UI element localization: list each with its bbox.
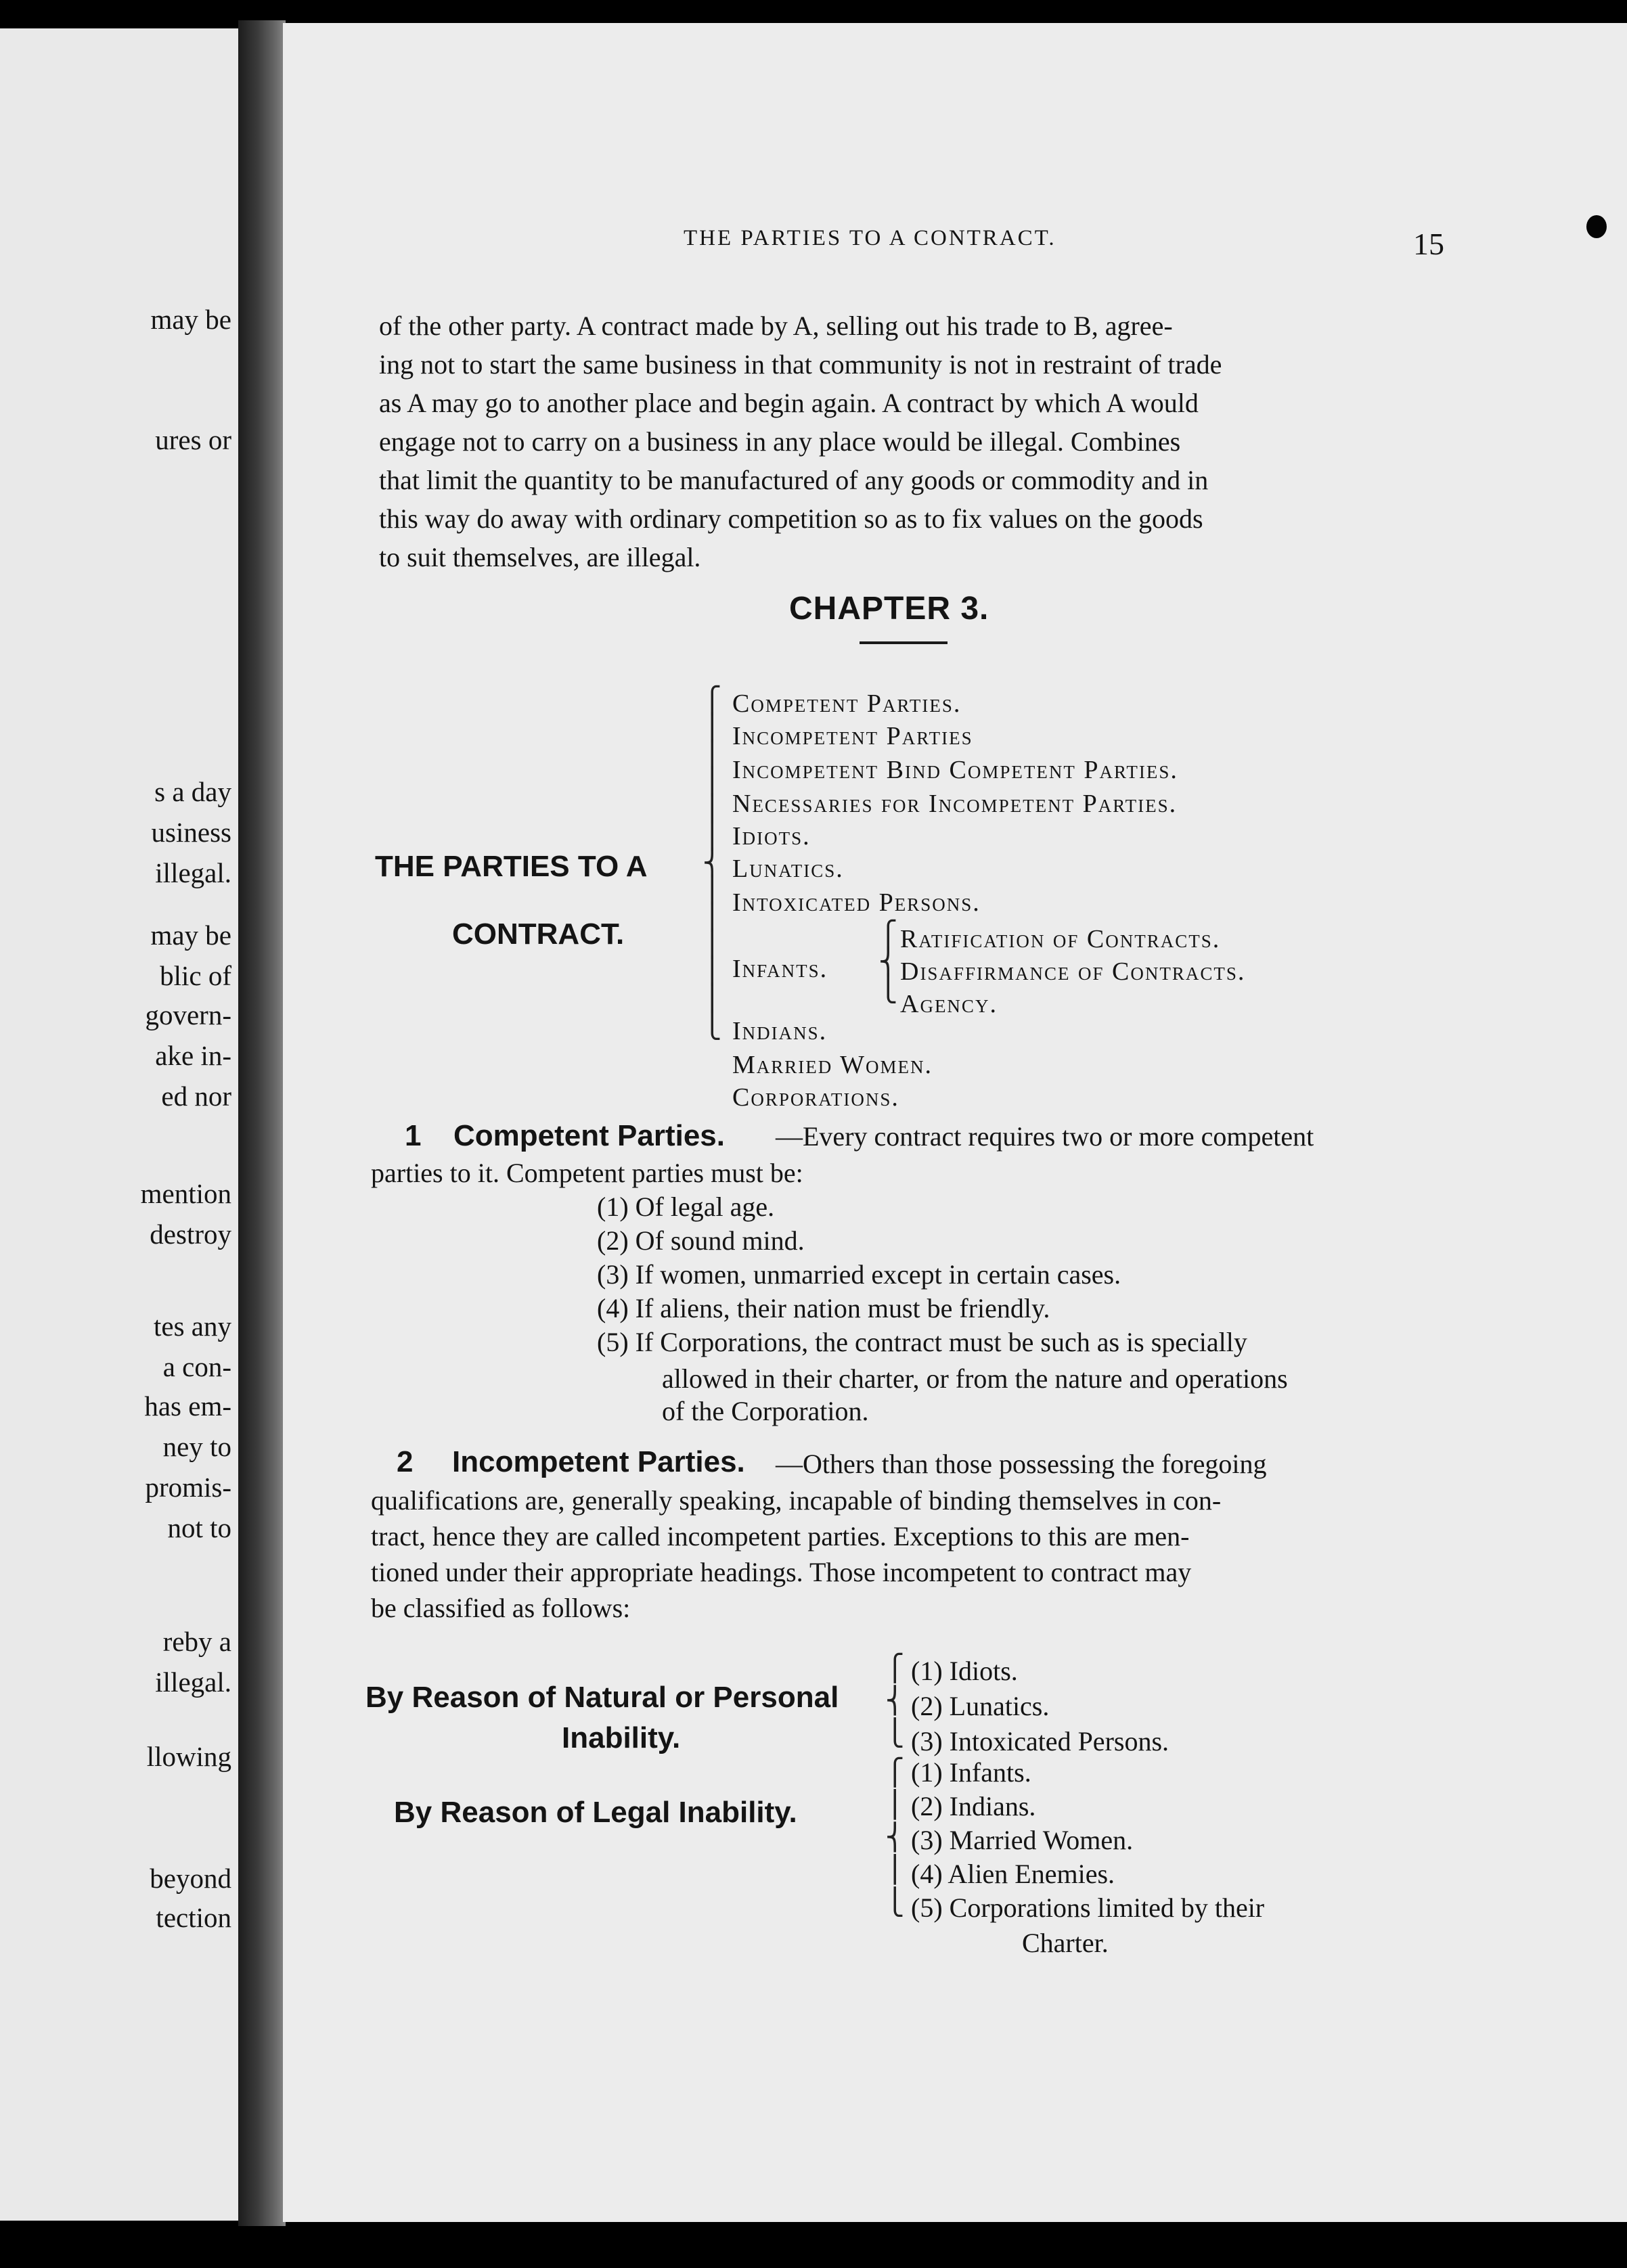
ink-spot — [1586, 215, 1607, 238]
intro-line: of the other party. A contract made by A, selling out his trade to B, agree- — [379, 311, 1173, 341]
left-page-line: a con- — [162, 1351, 231, 1382]
legal-inability-brace: ⎧ ⎪ ⎨ ⎪ ⎩ — [885, 1759, 905, 1917]
infants-subitem: Disaffirmance of Contracts. — [900, 957, 1246, 986]
chapter-topic-line2: CONTRACT. — [452, 917, 625, 951]
requirement-item: (5) If Corporations, the contract must be such as is specially — [597, 1327, 1247, 1357]
heading-rule — [860, 641, 948, 644]
left-page-line: ney to — [162, 1431, 231, 1462]
left-page-line: has em- — [144, 1390, 231, 1422]
section-body-line: qualifications are, generally speaking, incapable of binding themselves in con- — [371, 1485, 1222, 1516]
left-page-line: tection — [156, 1902, 231, 1933]
natural-inability-label-line2: Inability. — [562, 1721, 681, 1754]
section-lead-cont: parties to it. Competent parties must be: — [371, 1158, 803, 1188]
left-page-line: llowing — [146, 1741, 231, 1772]
intro-line: engage not to carry on a business in any place would be illegal. Combines — [379, 426, 1181, 457]
left-page-line: reby a — [162, 1626, 231, 1657]
legal-inability-item: (5) Corporations limited by their — [911, 1892, 1265, 1923]
book-gutter — [238, 20, 286, 2226]
infants-brace: ⎧ ⎨ ⎩ — [878, 921, 898, 1003]
left-page-line: promis- — [145, 1472, 231, 1503]
legal-inability-item: (4) Alien Enemies. — [911, 1859, 1115, 1889]
outline-item: Lunatics. — [732, 855, 844, 883]
outline-item: Intoxicated Persons. — [732, 888, 981, 917]
section-title: Incompetent Parties. — [452, 1445, 745, 1478]
left-page-line: illegal. — [155, 1666, 231, 1698]
legal-inability-item-cont: Charter. — [1022, 1928, 1109, 1958]
outline-item: Infants. — [732, 955, 828, 983]
left-page-line: s a day — [154, 776, 231, 807]
intro-line: this way do away with ordinary competition so as to fix values on the goods — [379, 503, 1203, 534]
infants-subitem: Agency. — [900, 990, 998, 1018]
intro-line: to suit themselves, are illegal. — [379, 542, 701, 572]
outline-item: Incompetent Parties — [732, 722, 973, 750]
section-body-line: be classified as follows: — [371, 1593, 631, 1623]
requirement-item: (2) Of sound mind. — [597, 1225, 805, 1256]
requirement-item-cont: of the Corporation. — [662, 1396, 869, 1426]
natural-inability-label-line1: By Reason of Natural or Personal — [365, 1681, 839, 1714]
section-number: 2 — [397, 1445, 414, 1478]
left-page-fragment — [0, 28, 238, 2221]
left-page-line: ake in- — [155, 1040, 231, 1071]
outline-item: Idiots. — [732, 822, 811, 850]
requirement-item-cont: allowed in their charter, or from the nature and operations — [662, 1363, 1288, 1394]
section-title: Competent Parties. — [453, 1119, 725, 1152]
page-number: 15 — [1413, 227, 1444, 261]
left-page-line: illegal. — [155, 857, 231, 888]
outline-item: Incompetent Bind Competent Parties. — [732, 756, 1178, 784]
legal-inability-item: (2) Indians. — [911, 1791, 1036, 1821]
natural-inability-item: (1) Idiots. — [911, 1656, 1018, 1686]
left-page-line: blic of — [160, 960, 231, 991]
section-body-line: tioned under their appropriate headings. Those incompetent to contract may — [371, 1557, 1192, 1587]
left-page-line: not to — [167, 1512, 231, 1543]
outline-brace: ⎧ ⎪ ⎪ ⎪ ⎪ ⎪ ⎨ ⎪ ⎪ ⎪ ⎪ ⎪ ⎩ — [703, 687, 722, 1040]
left-page-line: govern- — [145, 999, 231, 1030]
natural-inability-item: (2) Lunatics. — [911, 1691, 1050, 1721]
requirement-item: (1) Of legal age. — [597, 1192, 775, 1222]
legal-inability-label: By Reason of Legal Inability. — [394, 1796, 797, 1829]
intro-line: ing not to start the same business in that community is not in restraint of trade — [379, 349, 1222, 380]
outline-item: Married Women. — [732, 1051, 933, 1079]
right-page — [283, 23, 1627, 2222]
outline-item: Corporations. — [732, 1083, 899, 1112]
section-lead: —Every contract requires two or more competent — [776, 1121, 1314, 1152]
outline-item: Necessaries for Incompetent Parties. — [732, 790, 1178, 818]
intro-line: as A may go to another place and begin again. A contract by which A would — [379, 388, 1199, 418]
requirement-item: (4) If aliens, their nation must be friendly. — [597, 1293, 1050, 1323]
intro-line: that limit the quantity to be manufactured of any goods or commodity and in — [379, 465, 1209, 495]
left-page-line: may be — [150, 920, 231, 951]
left-page-line: destroy — [150, 1219, 231, 1250]
natural-inability-item: (3) Intoxicated Persons. — [911, 1726, 1169, 1756]
running-head: THE PARTIES TO A CONTRACT. — [684, 226, 1056, 250]
left-page-line: ures or — [155, 424, 231, 455]
legal-inability-item: (1) Infants. — [911, 1757, 1031, 1788]
left-page-line: may be — [150, 304, 231, 335]
left-page-line: ed nor — [161, 1081, 231, 1112]
natural-inability-brace: ⎧ ⎨ ⎩ — [885, 1654, 905, 1748]
outline-item: Competent Parties. — [732, 689, 962, 718]
outline-item: Indians. — [732, 1017, 828, 1045]
left-page-line: mention — [140, 1178, 231, 1209]
section-number: 1 — [405, 1119, 422, 1152]
left-page-line: usiness — [151, 817, 231, 848]
section-body-line: tract, hence they are called incompetent parties. Exceptions to this are men- — [371, 1521, 1190, 1551]
legal-inability-item: (3) Married Women. — [911, 1825, 1134, 1855]
left-page-line: tes any — [154, 1311, 231, 1342]
chapter-heading: CHAPTER 3. — [789, 591, 989, 627]
requirement-item: (3) If women, unmarried except in certain cases. — [597, 1259, 1121, 1290]
infants-subitem: Ratification of Contracts. — [900, 925, 1221, 953]
left-page-line: beyond — [150, 1863, 231, 1894]
chapter-topic-line1: THE PARTIES TO A — [375, 850, 648, 883]
section-lead: —Others than those possessing the foregoing — [776, 1449, 1267, 1479]
